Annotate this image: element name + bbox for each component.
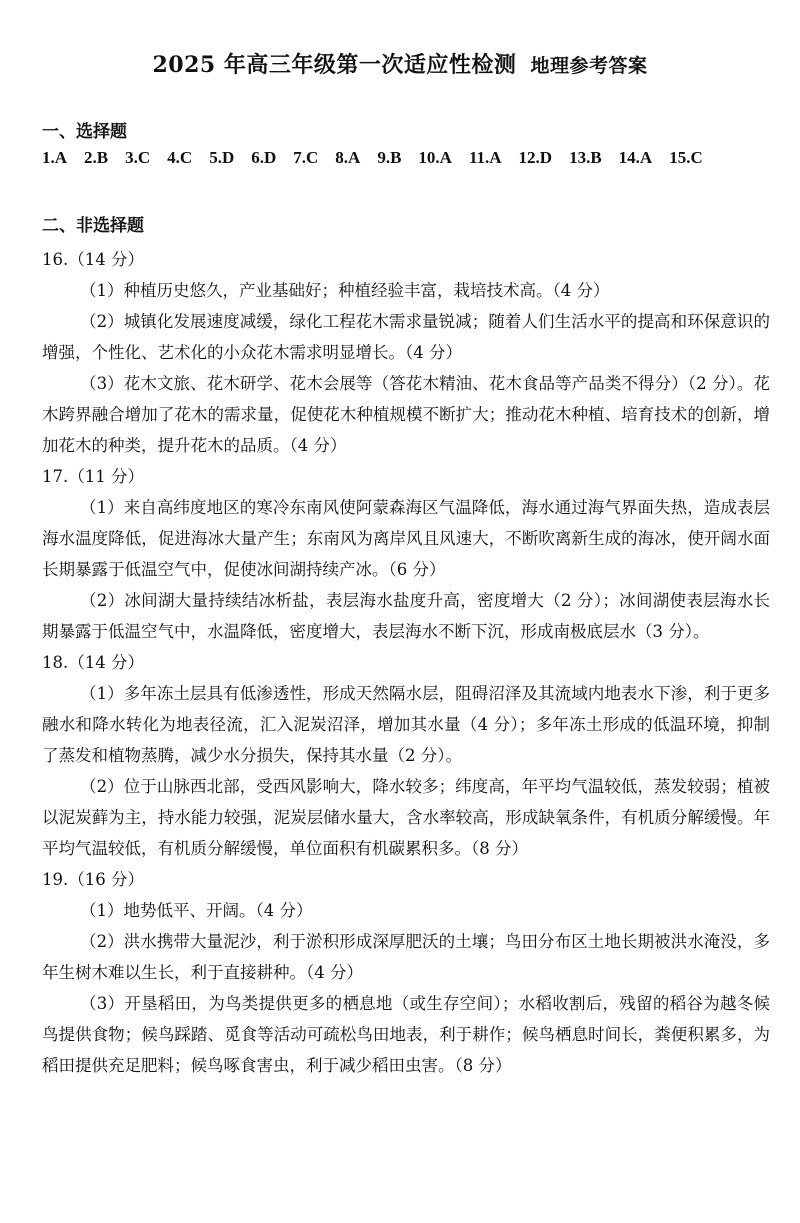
answer-item: 4.C — [167, 148, 193, 167]
answer-item: 1.A — [42, 148, 68, 167]
answer-item: 2.B — [84, 148, 109, 167]
question-16-part-2: （2）城镇化发展速度减缓，绿化工程花木需求量锐减；随着人们生活水平的提高和环保意识的增强，个性化、艺术化的小众花木需求明显增长。（4 分） — [42, 312, 770, 362]
answer-item: 13.B — [569, 148, 602, 167]
page-title — [0, 48, 800, 79]
answer-item: 15.C — [669, 148, 703, 167]
question-16-heading: 16.（14 分） — [42, 250, 144, 269]
answer-item: 8.A — [335, 148, 361, 167]
choice-answers — [42, 148, 782, 168]
question-18-heading: 18.（14 分） — [42, 653, 144, 672]
answer-item: 5.D — [209, 148, 235, 167]
question-16-part-3: （3）花木文旅、花木研学、花木会展等（答花木精油、花木食品等产品类不得分）（2 分）。花木跨界融合增加了花木的需求量，促使花木种植规模不断扩大；推动花木种植、培育技术的创新，增加花木的种类，提升花木的品质。（4 分） — [42, 374, 770, 455]
question-19-part-2: （2）洪水携带大量泥沙，利于淤积形成深厚肥沃的土壤；鸟田分布区土地长期被洪水淹没，多年生树木难以生长，利于直接耕种。（4 分） — [42, 932, 770, 982]
answer-item: 14.A — [618, 148, 653, 167]
nonchoice-answers — [42, 244, 770, 1081]
question-17-heading: 17.（11 分） — [42, 467, 144, 486]
question-19-heading: 19.（16 分） — [42, 870, 144, 889]
answer-item: 10.A — [418, 148, 452, 167]
answer-item: 3.C — [125, 148, 151, 167]
answer-item: 7.C — [293, 148, 319, 167]
question-19-part-3: （3）开垦稻田，为鸟类提供更多的栖息地（或生存空间）；水稻收割后，残留的稻谷为越冬候鸟提供食物；候鸟踩踏、觅食等活动可疏松鸟田地表，利于耕作；候鸟栖息时间长，粪便积累多，为稻田提供充足肥料；候鸟啄食害虫，利于减少稻田虫害。（8 分） — [42, 994, 770, 1075]
question-18-part-2: （2）位于山脉西北部，受西风影响大，降水较多；纬度高，年平均气温较低，蒸发较弱；植被以泥炭藓为主，持水能力较强，泥炭层储水量大，含水率较高，形成缺氧条件，有机质分解缓慢。年平均气温较低，有机质分解缓慢，单位面积有机碳累积多。（8 分） — [42, 777, 770, 858]
answer-item: 11.A — [468, 148, 502, 167]
title-main: 2025 年高三年级第一次适应性检测 — [152, 52, 517, 78]
section-nonchoice-heading: 二、非选择题 — [42, 216, 144, 236]
question-16-part-1: （1）种植历史悠久，产业基础好；种植经验丰富，栽培技术高。（4 分） — [80, 281, 610, 300]
question-17-part-1: （1）来自高纬度地区的寒冷东南风使阿蒙森海区气温降低，海水通过海气界面失热，造成表层海水温度降低，促进海冰大量产生；东南风为离岸风且风速大，不断吹离新生成的海冰，使开阔水面长期暴露于低温空气中，促使冰间湖持续产冰。（6 分） — [42, 498, 770, 579]
question-18-part-1: （1）多年冻土层具有低渗透性，形成天然隔水层，阻碍沼泽及其流域内地表水下渗，利于更多融水和降水转化为地表径流，汇入泥炭沼泽，增加其水量（4 分）；多年冻土形成的低温环境，抑制了蒸发和植物蒸腾，减少水分损失，保持其水量（2 分）。 — [42, 684, 770, 765]
question-19-part-1: （1）地势低平、开阔。（4 分） — [80, 901, 313, 920]
answer-item: 6.D — [251, 148, 277, 167]
answer-item: 9.B — [377, 148, 402, 167]
question-17-part-2: （2）冰间湖大量持续结冰析盐，表层海水盐度升高，密度增大（2 分）；冰间湖使表层海水长期暴露于低温空气中，水温降低，密度增大，表层海水不断下沉，形成南极底层水（3 分）。 — [42, 591, 770, 641]
title-subtitle: 地理参考答案 — [530, 55, 648, 77]
section-choice-heading: 一、选择题 — [42, 122, 127, 142]
answer-item: 12.D — [518, 148, 553, 167]
